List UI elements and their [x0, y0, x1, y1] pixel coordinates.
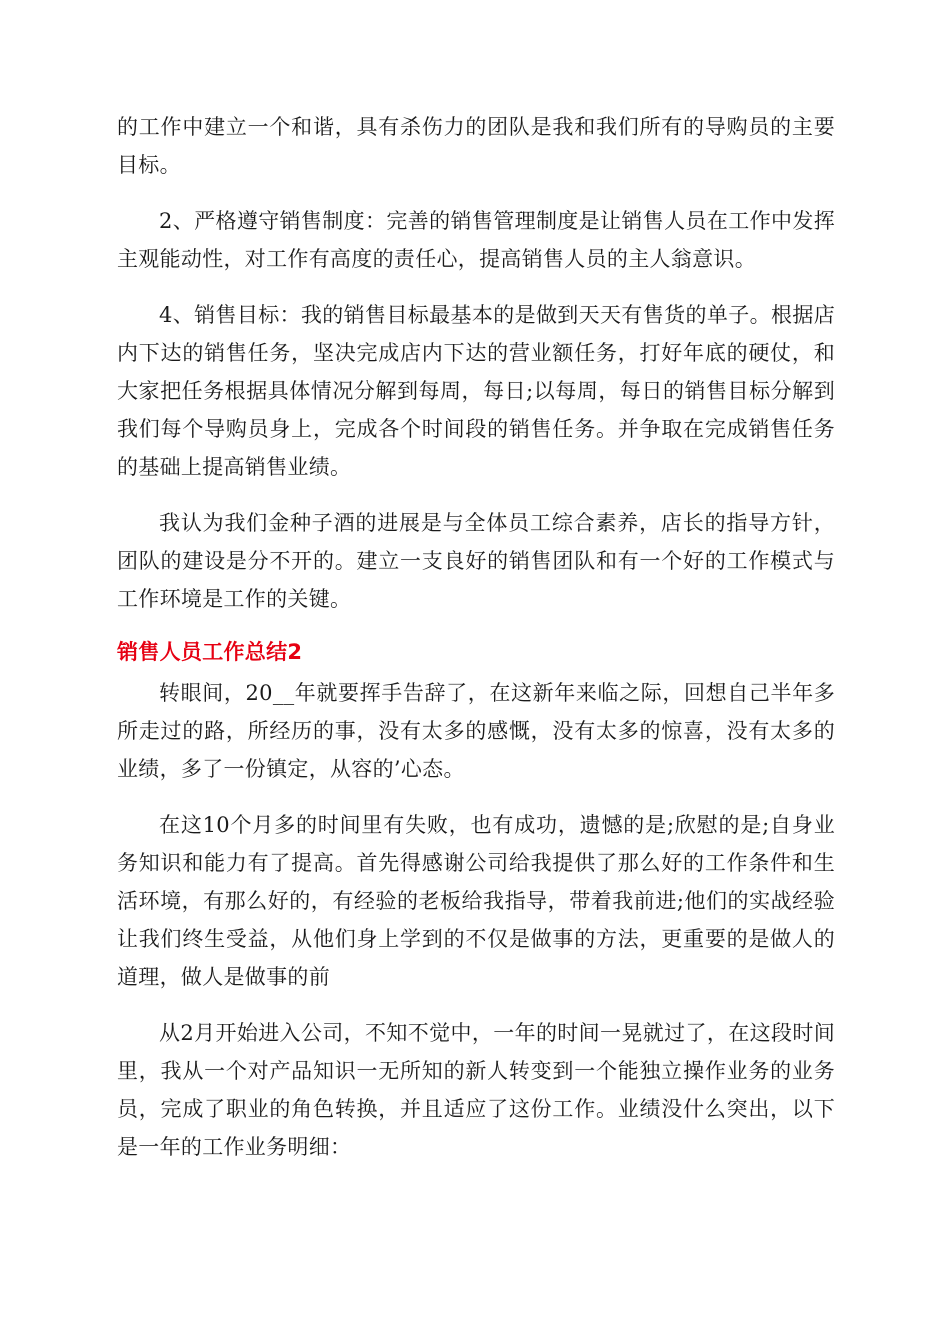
paragraph-work-details: 从2月开始进入公司，不知不觉中，一年的时间一晃就过了，在这段时间里，我从一个对产品知识一无所知的新人转变到一个能独立操作业务的业务员，完成了职业的角色转换，并且适应了这份工作。业绩没什么突出，以下是一年的工作业务明细： — [117, 1021, 835, 1159]
paragraph-sales-rules: 2、严格遵守销售制度：完善的销售管理制度是让销售人员在工作中发挥主观能动性，对工作有高度的责任心，提高销售人员的主人翁意识。 — [117, 209, 835, 271]
paragraph-team-conclusion: 我认为我们金种子酒的进展是与全体员工综合素养，店长的指导方针，团队的建设是分不开的。建立一支良好的销售团队和有一个好的工作模式与工作环境是工作的关键。 — [117, 511, 835, 611]
paragraph-ten-months: 在这10个月多的时间里有失败，也有成功，遗憾的是;欣慰的是;自身业务知识和能力有了提高。首先得感谢公司给我提供了那么好的工作条件和生活环境，有那么好的，有经验的老板给我指导，带着我前进;他们的实战经验让我们终生受益，从他们身上学到的不仅是做事的方法，更重要的是做人的道理，做人是做事的前 — [117, 813, 835, 989]
document-body — [117, 108, 835, 1184]
paragraph-year-review: 转眼间，20__年就要挥手告辞了，在这新年来临之际，回想自己半年多所走过的路，所经历的事，没有太多的感慨，没有太多的惊喜，没有太多的业绩，多了一份镇定，从容的’心态。 — [117, 681, 835, 781]
section-heading: 销售人员工作总结2 — [117, 640, 303, 664]
paragraph-continuation: 的工作中建立一个和谐，具有杀伤力的团队是我和我们所有的导购员的主要目标。 — [117, 115, 835, 177]
paragraph-sales-target: 4、销售目标：我的销售目标最基本的是做到天天有售货的单子。根据店内下达的销售任务，坚决完成店内下达的营业额任务，打好年底的硬仗，和大家把任务根据具体情况分解到每周，每日;以每周，每日的销售目标分解到我们每个导购员身上，完成各个时间段的销售任务。并争取在完成销售任务的基础上提高销售业绩。 — [117, 303, 835, 479]
